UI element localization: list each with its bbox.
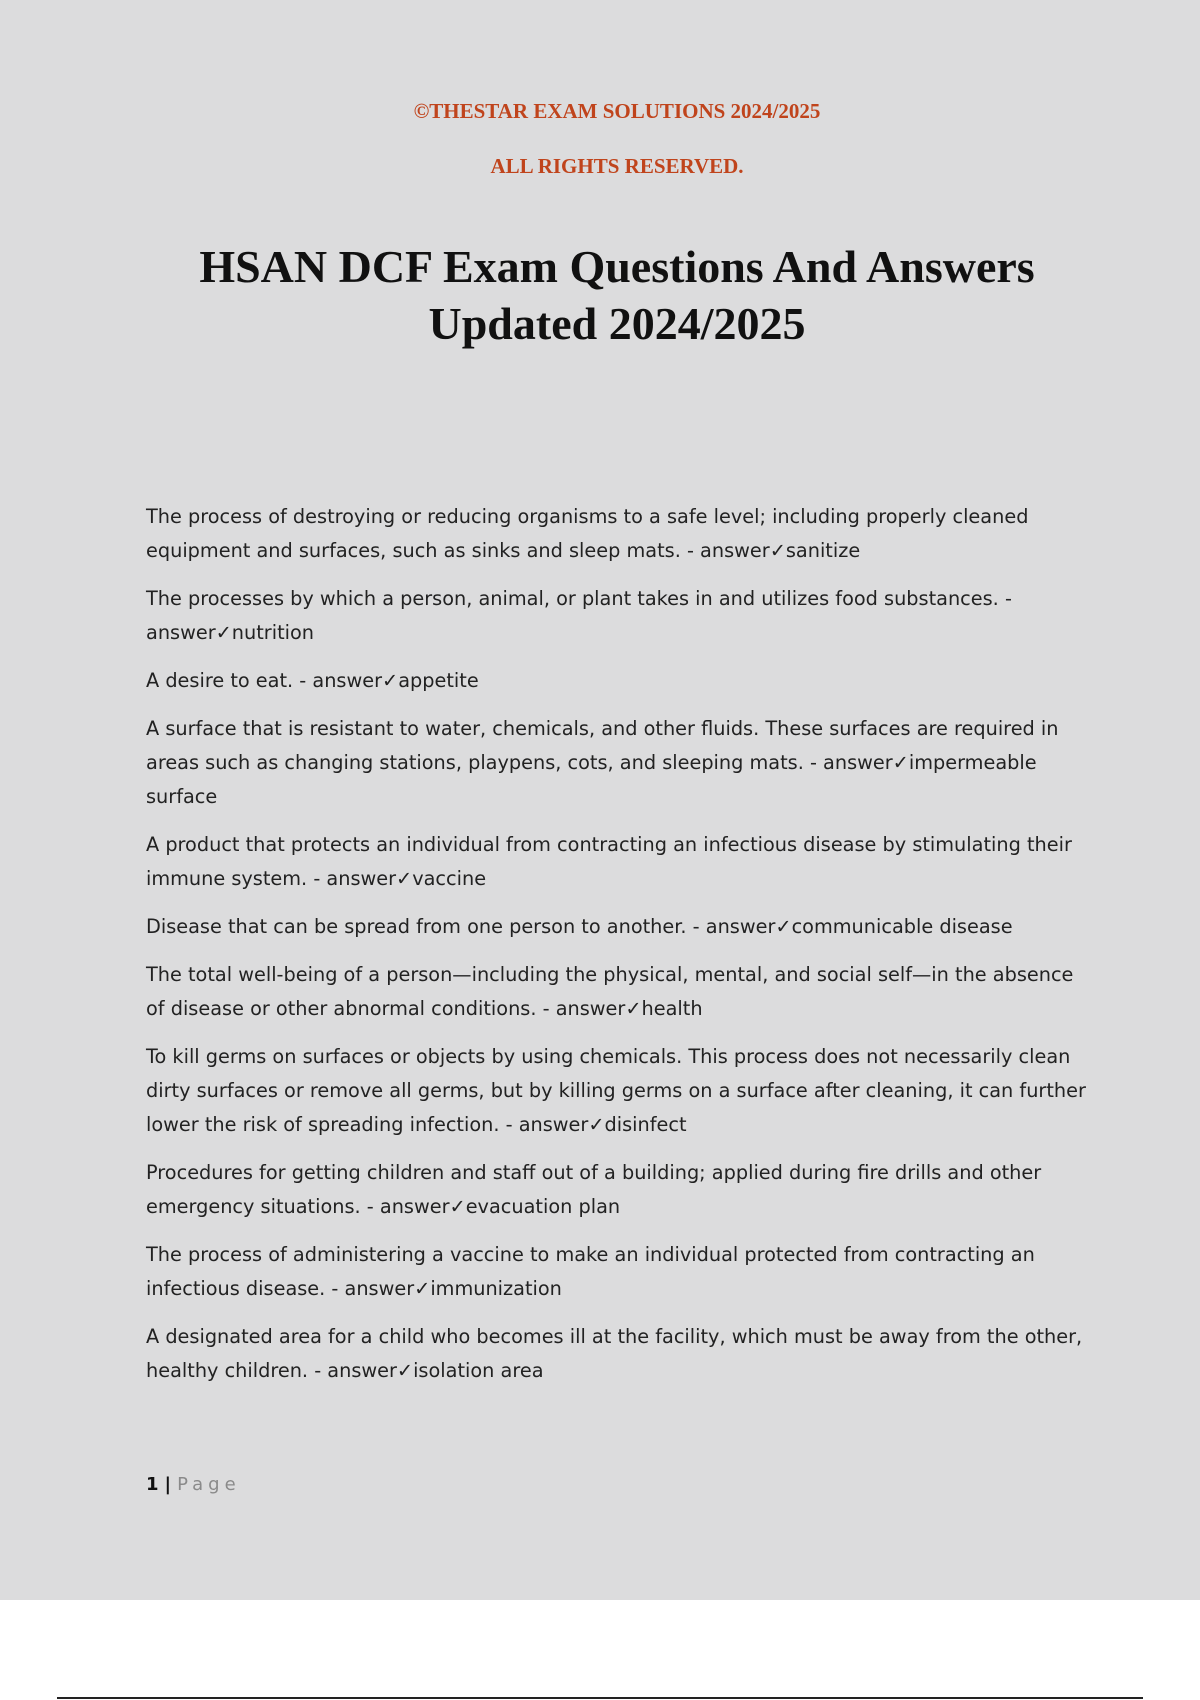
qa-answer: impermeable surface [146,751,1037,808]
copyright-notice: ©THESTAR EXAM SOLUTIONS 2024/2025 [413,99,821,123]
qa-question: A desire to eat. - answer✓ [146,669,399,692]
qa-question: Disease that can be spread from one person to another. - answer✓ [146,915,792,938]
qa-answer: immunization [430,1277,562,1300]
qa-question: To kill germs on surfaces or objects by using chemicals. This process does not necessarily clean dirty surfaces or remove all germs, but by killing germs on a surface after cleaning, it can further lower the risk of spreading infection. - answer✓ [146,1045,1086,1136]
qa-item [146,1156,1096,1224]
qa-question: The total well-being of a person—including the physical, mental, and social self—in the absence of disease or other abnormal conditions. - answer✓ [146,963,1074,1020]
qa-question: A designated area for a child who becomes ill at the facility, which must be away from the other, healthy children. - answer✓ [146,1325,1083,1382]
qa-question: A surface that is resistant to water, chemicals, and other fluids. These surfaces are required in areas such as changing stations, playpens, cots, and sleeping mats. - answer✓ [146,717,1059,774]
qa-question: Procedures for getting children and staff out of a building; applied during fire drills and other emergency situations. - answer✓ [146,1161,1042,1218]
qa-item [146,1238,1096,1306]
qa-item [146,664,1096,698]
qa-item [146,712,1096,814]
qa-item [146,1040,1096,1142]
qa-answer: appetite [398,669,479,692]
rights-reserved-notice: ALL RIGHTS RESERVED. [490,154,744,178]
qa-question: The processes by which a person, animal, or plant takes in and utilizes food substances. - answer✓ [146,587,1012,644]
qa-list [146,500,1096,1402]
qa-answer: nutrition [231,621,315,644]
page-label: Page [177,1474,241,1495]
title-line-2: Updated 2024/2025 [428,298,806,349]
qa-item [146,1320,1096,1388]
qa-item [146,582,1096,650]
title-line-1: HSAN DCF Exam Questions And Answers [199,241,1035,292]
qa-item [146,958,1096,1026]
bottom-divider [57,1697,1143,1699]
qa-answer: disinfect [604,1113,687,1136]
qa-answer: vaccine [412,867,487,890]
qa-question: The process of destroying or reducing organisms to a safe level; including properly cleaned equipment and surfaces, such as sinks and sleep mats. - answer✓ [146,505,1029,562]
qa-item [146,910,1096,944]
qa-answer: evacuation plan [465,1195,621,1218]
page-separator: | [164,1474,172,1495]
qa-question: A product that protects an individual from contracting an infectious disease by stimulating their immune system. - answer✓ [146,833,1072,890]
qa-item [146,828,1096,896]
qa-item [146,500,1096,568]
document-title [0,238,1200,352]
qa-answer: isolation area [413,1359,544,1382]
qa-answer: sanitize [785,539,861,562]
page-number: 1 [146,1474,159,1495]
qa-answer: health [641,997,703,1020]
qa-answer: communicable disease [791,915,1013,938]
page-footer [146,1474,241,1495]
qa-question: The process of administering a vaccine to make an individual protected from contracting an infectious disease. - answer✓ [146,1243,1035,1300]
